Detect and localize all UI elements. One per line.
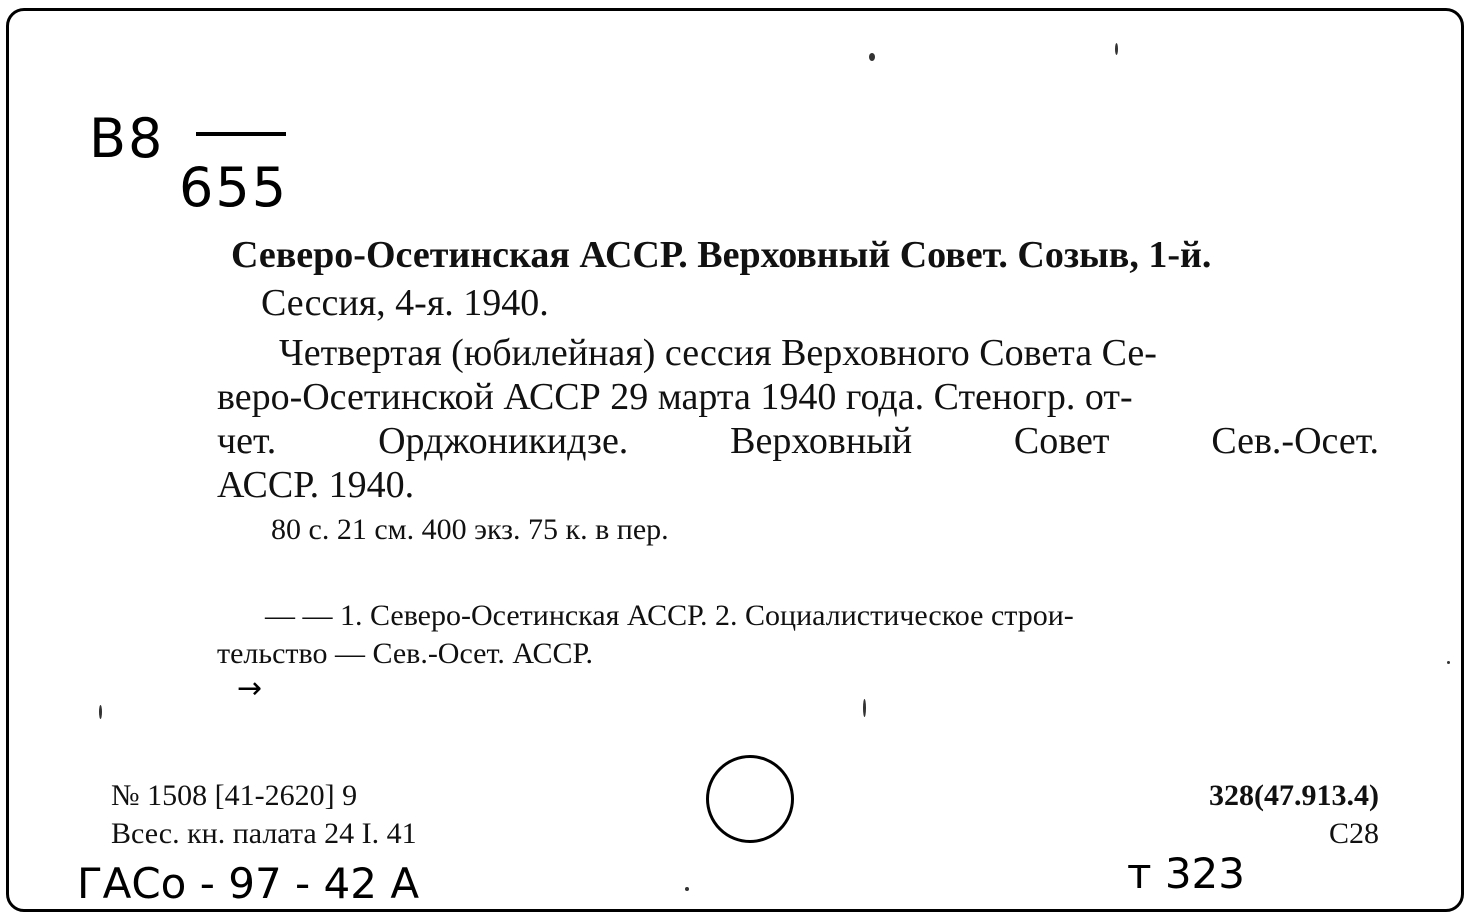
call-number-prefix: B8 — [89, 107, 165, 170]
scan-speck — [869, 53, 875, 61]
scan-speck — [685, 887, 689, 891]
heading-line-2: Сессия, 4-я. 1940. — [261, 282, 549, 324]
title-line-1: Четвертая (юбилейная) сессия Верховного Совета Се- — [279, 332, 1157, 374]
call-number-shelf: 655 — [179, 156, 289, 219]
catalog-card — [6, 8, 1464, 912]
title-word: Сев.-Осет. — [1211, 420, 1379, 462]
scan-speck — [99, 705, 102, 719]
issuer-line: Всес. кн. палата 24 I. 41 — [111, 817, 417, 850]
record-number: № 1508 [41-2620] 9 — [111, 779, 358, 812]
title-line-3 — [217, 419, 1379, 463]
handwritten-inventory-left: ГАСо - 97 - 42 А — [77, 859, 420, 908]
author-sign: С28 — [1328, 817, 1379, 850]
title-word: Орджоникидзе. — [378, 420, 629, 462]
title-word: Верховный — [730, 420, 913, 462]
heading-line-1: Северо-Осетинская АССР. Верховный Совет. Созыв, 1-й. — [231, 234, 1212, 276]
call-number-divider — [196, 132, 286, 136]
handwritten-arrow-mark: → — [237, 671, 263, 706]
classification-code: 328(47.913.4) — [1209, 779, 1379, 812]
subject-line-1: — — 1. Северо-Осетинская АССР. 2. Социалистическое строи- — [265, 599, 1074, 632]
title-word: Совет — [1013, 420, 1110, 462]
scan-speck — [863, 699, 866, 717]
scan-speck — [1115, 43, 1118, 55]
physical-description: 80 с. 21 см. 400 экз. 75 к. в пер. — [271, 513, 669, 546]
title-line-2: веро-Осетинской АССР 29 марта 1940 года. Стеногр. от- — [217, 376, 1133, 418]
punch-hole — [706, 755, 794, 843]
scan-speck — [1447, 661, 1450, 664]
subject-line-2: тельство — Сев.-Осет. АССР. — [217, 637, 593, 670]
handwritten-inventory-right: т 323 — [1127, 849, 1245, 898]
title-word: чет. — [217, 420, 277, 462]
title-line-4: АССР. 1940. — [217, 464, 415, 506]
